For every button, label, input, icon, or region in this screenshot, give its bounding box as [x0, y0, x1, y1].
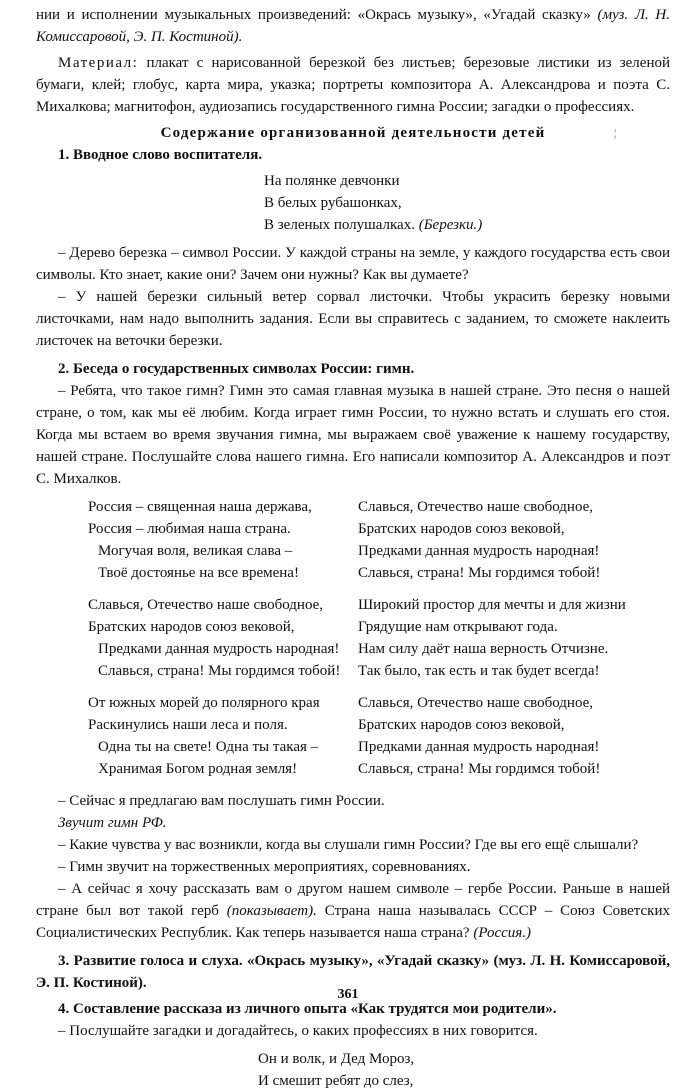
anthem-chorus: Славься, Отечество наше свободное, Братских народов союз вековой, Предками данная мудрость народная! Славься, страна! Мы гордимся тобой!	[358, 499, 601, 581]
paragraph-listen: – Сейчас я предлагаю вам послушать гимн России.	[58, 793, 385, 809]
paragraph-answer: – Гимн звучит на торжественных мероприятиях, соревнованиях.	[58, 859, 471, 875]
paragraph-symbols: – Дерево березка – символ России. У каждой страны на земле, у каждого государства есть свои символы. Кто знает, какие они? Зачем они нужны? Как вы думаете?	[36, 245, 670, 283]
composer-credit: (муз. Л. Н. Комиссаровой, Э. П. Костиной).	[36, 7, 671, 45]
page-number: 361	[337, 987, 359, 1002]
stage-direction: Звучит гимн РФ.	[58, 815, 167, 831]
intro-paragraph: нии и исполнении музыкальных произведений: «Окрась музыку», «Угадай сказку» (муз. Л. Н. Комиссаровой, Э. П. Костиной).	[36, 7, 671, 45]
riddle-line: И смешит ребят до слез,	[258, 1073, 414, 1089]
riddle-line: На полянке девчонки	[264, 173, 400, 189]
materials-paragraph: Материал: плакат с нарисованной березкой без листьев; березовые листики из зеленой бумаги, клей; глобус, карта мира, указка; портреты композитора А. Александрова и поэта С. Михалкова; магнитофон, аудиозапись государственного гимна России; загадки о профессиях.	[36, 55, 670, 115]
paragraph-riddles: – Послушайте загадки и догадайтесь, о каких профессиях в них говорится.	[58, 1023, 538, 1039]
paragraph-emblem: – А сейчас я хочу рассказать вам о другом нашем символе – гербе России. Раньше в нашей стране был вот такой герб (показывает). Страна наша называлась СССР – Союз Советских Социалистических Республик. Как теперь называется наша страна? (Россия.)	[36, 881, 670, 941]
riddle-line: В зеленых полушалках. (Березки.)	[264, 217, 483, 233]
anthem-stanza: Широкий простор для мечты и для жизни Грядущие нам открывают года. Нам силу даёт наша верность Отчизне. Так было, так есть и так будет всегда!	[358, 597, 626, 679]
anthem-left-column	[88, 496, 358, 790]
riddle-birch	[264, 170, 670, 236]
materials-label: Материал:	[58, 55, 139, 71]
anthem-stanza: Россия – священная наша держава, Россия – любимая наша страна. Могучая воля, великая слава – Твоё достоянье на все времена!	[88, 499, 312, 581]
anthem-chorus: Славься, Отечество наше свободное, Братских народов союз вековой, Предками данная мудрость народная! Славься, страна! Мы гордимся тобой!	[88, 597, 341, 679]
paragraph-leaves: – У нашей березки сильный ветер сорвал листочки. Чтобы украсить березку новыми листочками, нам надо выполнить задания. Если вы справитесь с заданием, то сможете наклеить листочек на веточки березки.	[36, 289, 670, 349]
anthem-stanza: От южных морей до полярного края Раскинулись наши леса и поля. Одна ты на свете! Одна ты такая – Хранимая Богом родная земля!	[88, 695, 320, 777]
anthem-chorus: Славься, Отечество наше свободное, Братских народов союз вековой, Предками данная мудрость народная! Славься, страна! Мы гордимся тобой!	[358, 695, 601, 777]
margin-mark: ¦	[614, 127, 617, 139]
heading-2: 2. Беседа о государственных символах России: гимн.	[58, 361, 415, 377]
anthem-lyrics	[88, 496, 670, 790]
heading-3: 3. Развитие голоса и слуха. «Окрась музыку», «Угадай сказку» (муз. Л. Н. Комиссаровой, Э. П. Костиной).	[36, 953, 670, 991]
section-heading: Содержание организованной деятельности детей	[160, 125, 546, 141]
paragraph-question: – Какие чувства у вас возникли, когда вы слушали гимн России? Где вы его ещё слышали?	[58, 837, 639, 853]
heading-1: 1. Вводное слово воспитателя.	[58, 147, 263, 163]
riddle-line: Он и волк, и Дед Мороз,	[258, 1051, 415, 1067]
riddle-clown	[258, 1048, 670, 1092]
riddle-line: В белых рубашонках,	[264, 195, 402, 211]
riddle-answer: (Березки.)	[418, 217, 483, 233]
anthem-right-column	[358, 496, 628, 790]
heading-4: 4. Составление рассказа из личного опыта «Как трудятся мои родители».	[58, 1001, 557, 1017]
paragraph-anthem-intro: – Ребята, что такое гимн? Гимн это самая главная музыка в нашей стране. Это песня о нашей стране, о том, как мы её любим. Когда играет гимн России, то нужно встать и слушать его стоя. Когда мы встаем во время звучания гимна, мы выражаем своё уважение к нашему государству, нашей стране. Послушайте слова нашего гимна. Его написали композитор А. Александров и поэт С. Михалков.	[36, 383, 670, 487]
